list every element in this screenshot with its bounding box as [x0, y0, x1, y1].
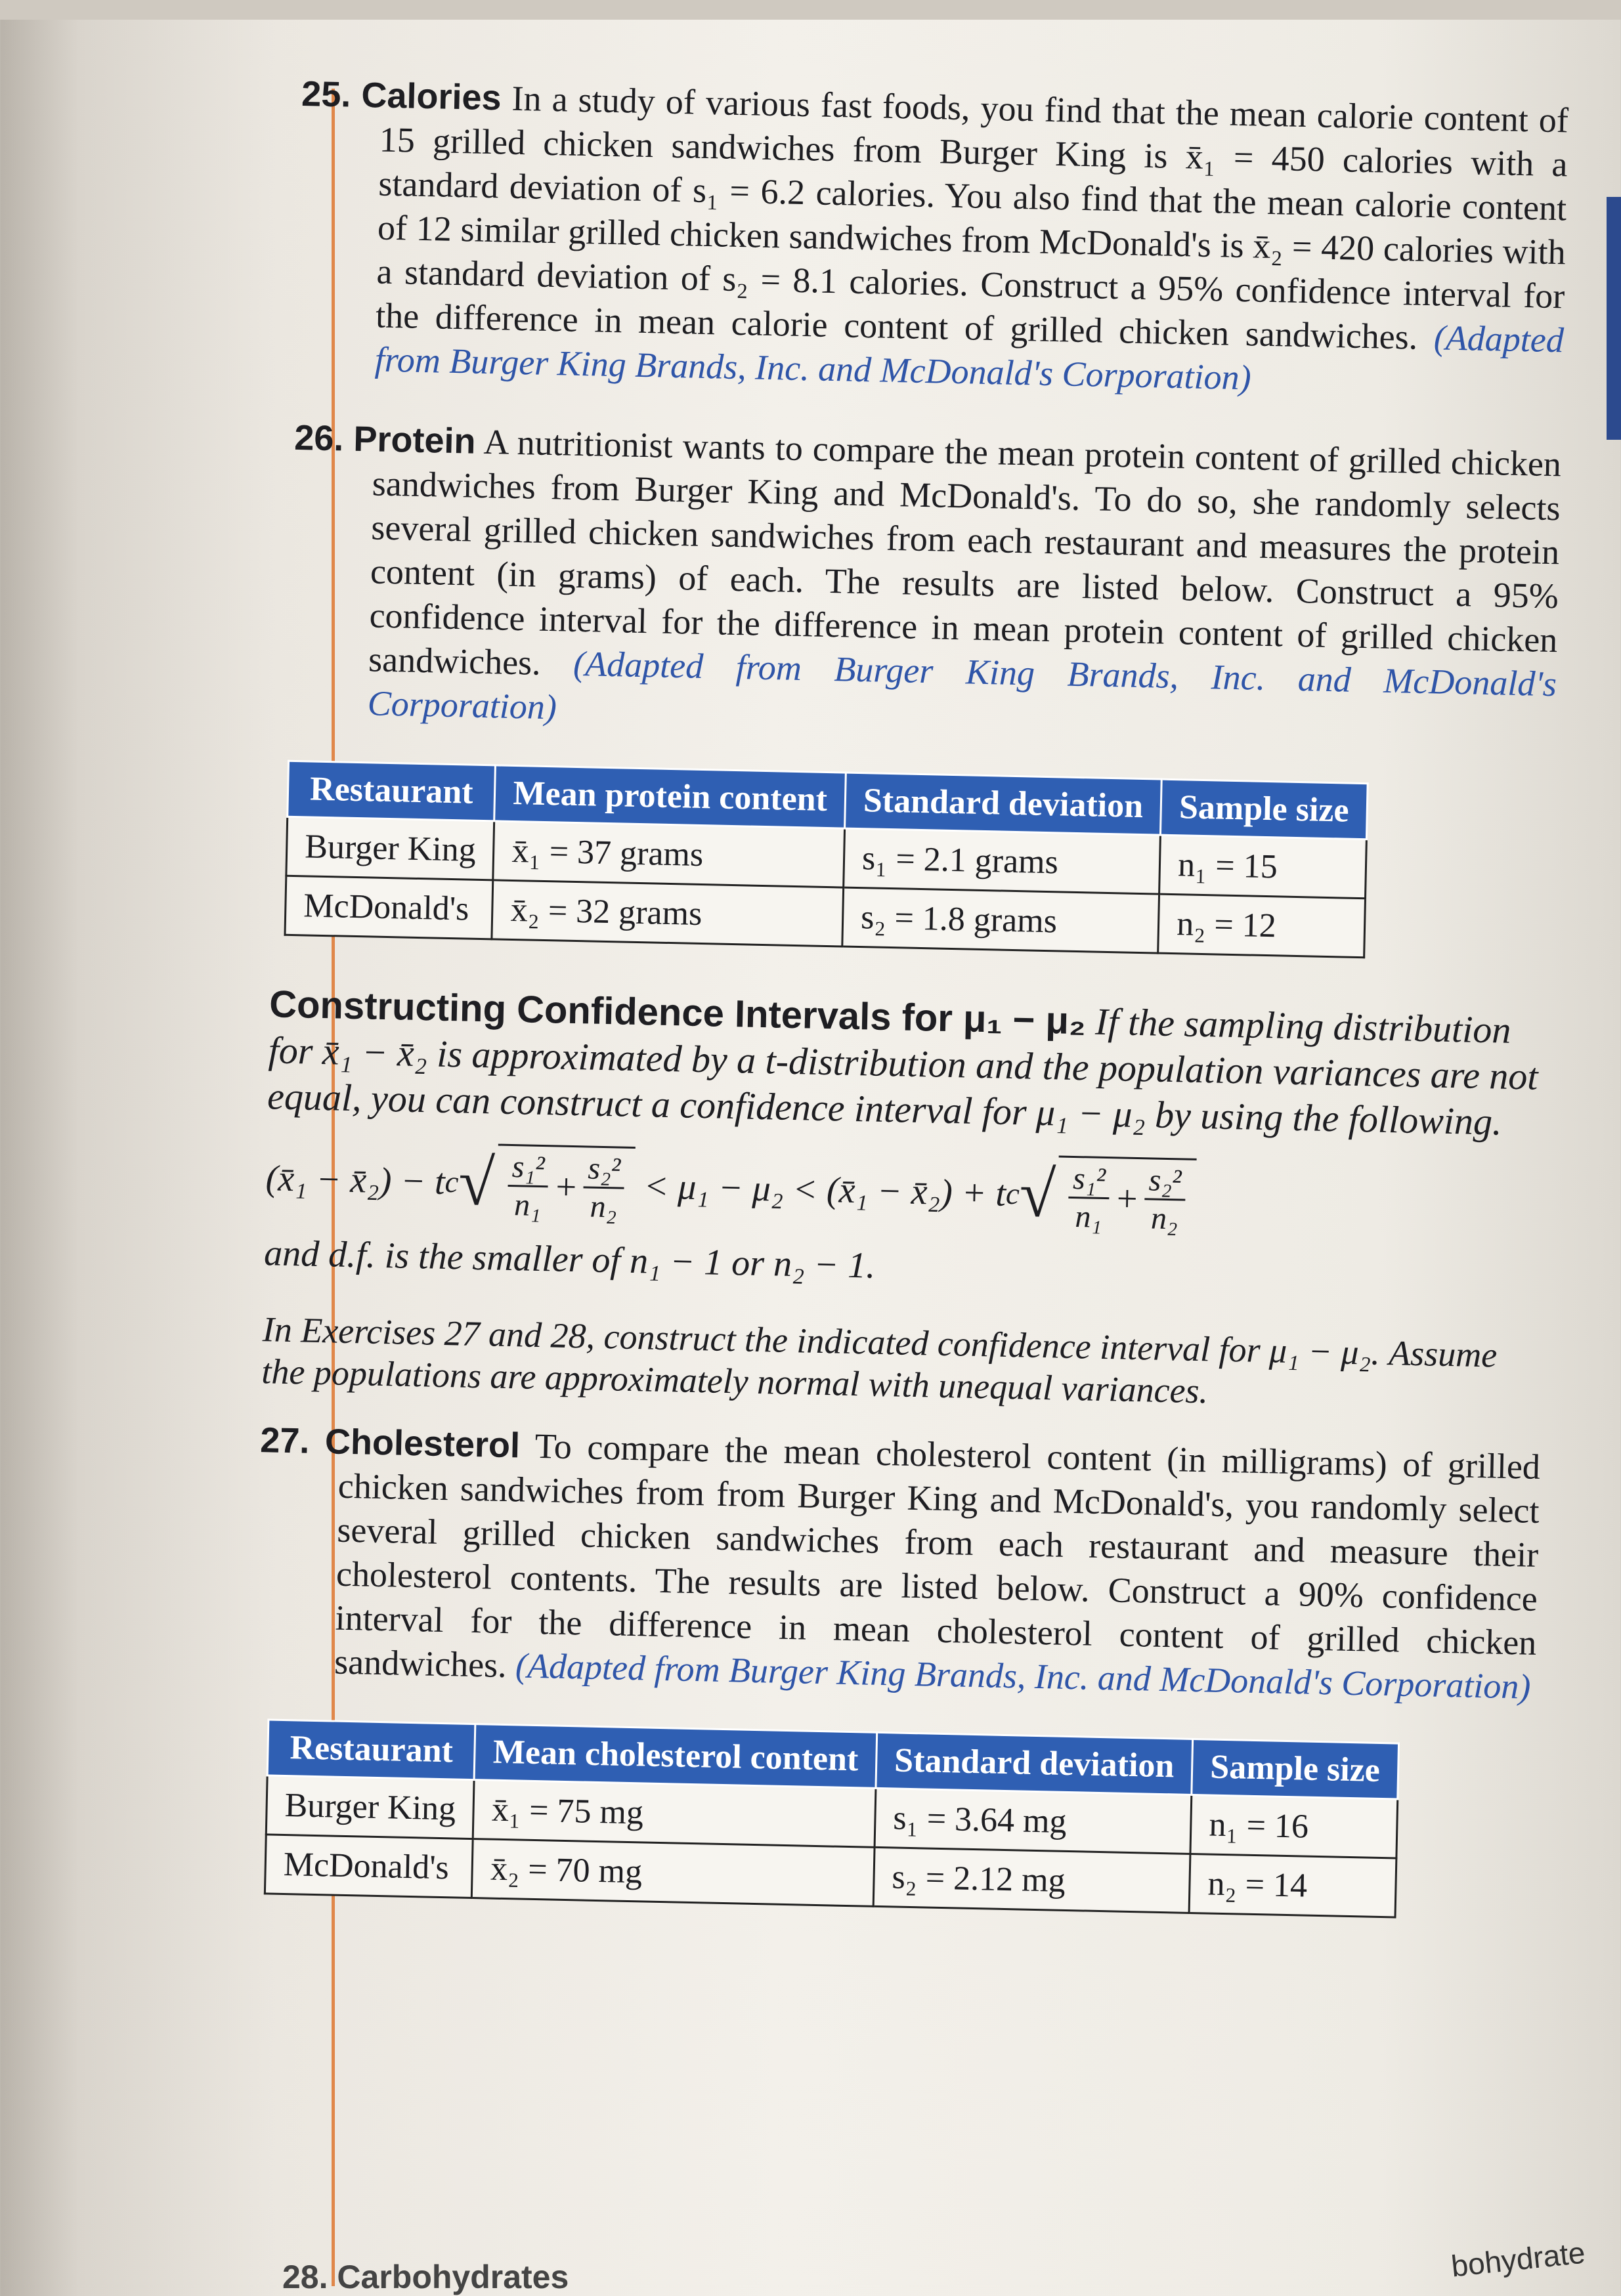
- table-cell: Burger King: [286, 817, 494, 880]
- exercise-28-partial: 28. Carbohydrates: [282, 2259, 569, 2295]
- fraction: [1144, 1162, 1186, 1237]
- right-page-fragment: bohydrate: [1449, 2235, 1587, 2284]
- protein-table: [284, 760, 1368, 958]
- plus-sign: +: [1113, 1178, 1140, 1220]
- table-cell: McDonald's: [265, 1835, 473, 1898]
- plus-sign: +: [553, 1166, 579, 1208]
- confidence-section: [267, 981, 1550, 1146]
- table-cell: s₂ = 2.12 mg: [873, 1847, 1190, 1913]
- table-cell: n₁ = 15: [1159, 835, 1366, 899]
- exercise-26: [288, 416, 1561, 750]
- exercise-title: Cholesterol: [324, 1422, 521, 1466]
- section-heading: Constructing Confidence Intervals for μ₁ − μ₂: [269, 983, 1087, 1043]
- exercise-body: To compare the mean cholesterol content (in milligrams) of grilled chicken sandwiches from from Burger King and McDonald's, you randomly select several grilled chicken sandwiches from each restaurant and measure their cholesterol contents. The results are listed below. Construct a 90% confidence interval for the difference in mean cholesterol content of grilled chicken sandwiches.: [334, 1426, 1541, 1686]
- table-header: Sample size: [1161, 779, 1368, 840]
- exercise-body: In a study of various fast foods, you find that the mean calorie content of 15 grilled chicken sandwiches from Burger King is x̄₁ = 450 calories with a standard deviation of s₁ = 6.2 calories. You also find that the mean calorie content of 12 similar grilled chicken sandwiches from McDonald's is x̄₂ = 420 calories with a standard deviation of s₂ = 8.1 calories. Construct a 95% confidence interval for the difference in mean calorie content of grilled chicken sandwiches.: [375, 78, 1569, 357]
- table-cell: s₁ = 2.1 grams: [844, 828, 1161, 894]
- exercise-instructions: In Exercises 27 and 28, construct the indicated confidence interval for μ₁ − μ₂. Assume the populations are approximately normal with unequal variances.: [261, 1309, 1498, 1411]
- table-cell: Burger King: [266, 1775, 474, 1839]
- denominator: n₂: [590, 1189, 617, 1225]
- exercise-body: A nutritionist wants to compare the mean protein content of grilled chicken sandwiches from Burger King and McDonald's. To do so, she randomly selects several grilled chicken sandwiches from each restaurant and measures the protein content (in grams) of each. The results are listed below. Construct a 95% confidence interval for the difference in mean protein content of grilled chicken sandwiches.: [368, 421, 1562, 683]
- table-header: Mean protein content: [494, 765, 846, 828]
- exercise-source: (Adapted from Burger King Brands, Inc. and McDonald's Corporation): [515, 1646, 1531, 1707]
- table-cell: n₂ = 14: [1189, 1854, 1396, 1917]
- radical-sign: √: [458, 1145, 496, 1220]
- df-note: and d.f. is the smaller of n₁ − 1 or n₂ − 1.: [263, 1233, 876, 1286]
- table-cell: McDonald's: [285, 876, 493, 939]
- confidence-formula: [265, 1139, 1546, 1244]
- formula-middle: < μ₁ − μ₂ < (x̄₁ − x̄₂) + t: [643, 1166, 1006, 1214]
- page-content: [259, 72, 1569, 1967]
- exercise-number: 26.: [293, 417, 345, 459]
- table-header: Restaurant: [288, 761, 496, 821]
- table-cell: n₂ = 12: [1158, 894, 1365, 958]
- exercise-title: Protein: [353, 419, 477, 461]
- table-cell: n₁ = 16: [1190, 1795, 1397, 1858]
- exercise-number: 25.: [301, 74, 351, 115]
- exercise-source: (Adapted from Burger King Brands, Inc. and McDonald's Corporation): [367, 643, 1557, 727]
- fraction: [1068, 1160, 1110, 1235]
- radical-body: [1057, 1156, 1196, 1237]
- denominator: n₁: [1074, 1199, 1102, 1235]
- exercise-source: (Adapted from Burger King Brands, Inc. and McDonald's Corporation): [374, 318, 1565, 398]
- exercise-27: [255, 1418, 1541, 1709]
- section-text: If the sampling distribution for x̄₁ − x̄₂ is approximated by a t-distribution and the population variances are not equal, you can construct a confidence interval for μ₁ − μ₂ by using the following.: [267, 1000, 1539, 1143]
- table-cell: x̄₂ = 70 mg: [472, 1839, 875, 1907]
- table-cell: x̄₂ = 32 grams: [492, 880, 843, 946]
- cholesterol-table: [264, 1718, 1400, 1918]
- radical-sign: √: [1018, 1157, 1056, 1231]
- radical-body: [496, 1144, 636, 1225]
- page-tab: [1607, 197, 1621, 440]
- table-cell: x̄₁ = 37 grams: [493, 821, 844, 887]
- numerator: s₂²: [1144, 1162, 1186, 1201]
- table-header: Mean cholesterol content: [475, 1724, 877, 1789]
- numerator: s₂²: [584, 1150, 625, 1189]
- formula-left: (x̄₁ − x̄₂) − t: [265, 1158, 446, 1202]
- exercise-25: [295, 72, 1568, 406]
- table-header: Restaurant: [267, 1720, 475, 1780]
- numerator: s₁²: [508, 1149, 549, 1187]
- table-cell: s₁ = 3.64 mg: [875, 1788, 1192, 1854]
- exercise-number: 27.: [259, 1420, 311, 1461]
- subscript-c: c: [1005, 1176, 1020, 1212]
- table-header: Standard deviation: [845, 773, 1162, 835]
- table-cell: x̄₁ = 75 mg: [473, 1780, 876, 1848]
- denominator: n₁: [513, 1187, 542, 1223]
- denominator: n₂: [1150, 1201, 1178, 1237]
- page-top-edge: [0, 0, 1621, 20]
- table-header: Standard deviation: [876, 1732, 1193, 1795]
- exercise-title: Calories: [360, 75, 502, 118]
- fraction: [507, 1149, 549, 1223]
- table-cell: s₂ = 1.8 grams: [842, 887, 1159, 953]
- subscript-c: c: [444, 1164, 459, 1200]
- numerator: s₁²: [1069, 1160, 1110, 1199]
- fraction: [583, 1150, 625, 1225]
- table-header: Sample size: [1192, 1739, 1398, 1799]
